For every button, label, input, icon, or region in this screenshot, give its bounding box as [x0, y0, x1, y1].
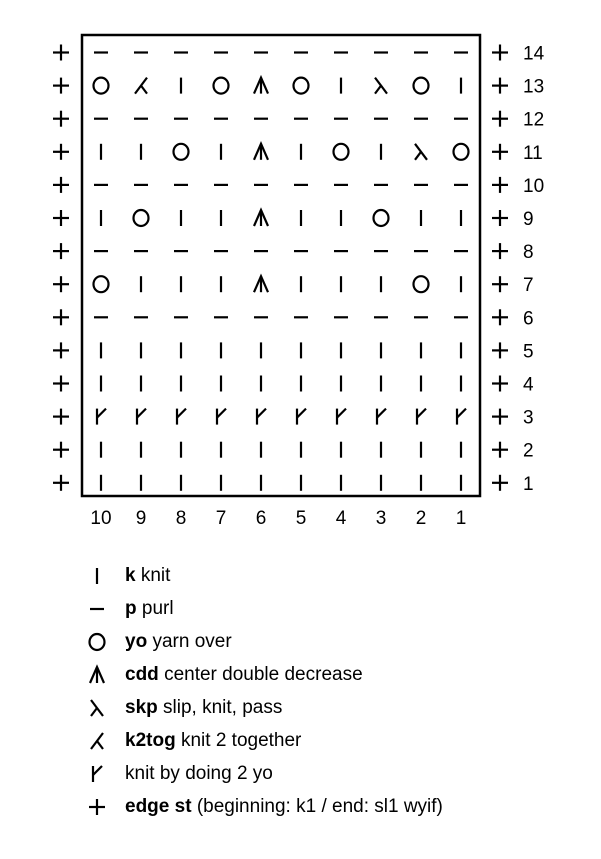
legend-symbol: [84, 729, 110, 753]
column-number: 6: [255, 508, 267, 529]
k2tog-symbol: [135, 78, 147, 94]
legend-symbol: [84, 564, 110, 588]
legend-item: [84, 793, 584, 826]
chart-row: [53, 375, 534, 396]
legend-symbol: [84, 696, 110, 720]
row-number: 2: [523, 440, 534, 462]
column-number: 10: [90, 508, 112, 529]
center-double-decrease-symbol: [254, 276, 268, 292]
center-double-decrease-symbol: [254, 144, 268, 160]
edge-st-left: [53, 442, 69, 458]
row-number: 7: [523, 275, 534, 297]
column-number: 4: [335, 508, 347, 529]
knit-2yo-symbol: [297, 409, 306, 425]
knit-2yo-symbol: [177, 409, 186, 425]
yarn-over-symbol: [94, 78, 109, 94]
edge-st-right: [492, 442, 508, 458]
row-number: 5: [523, 341, 534, 363]
row-number: 13: [523, 76, 545, 98]
legend-desc: (beginning: k1 / end: sl1 wyif): [196, 796, 443, 817]
row-number: 4: [523, 374, 534, 396]
yarn-over-symbol: [414, 276, 429, 292]
row-number: 1: [523, 473, 534, 495]
column-number: 5: [295, 508, 307, 529]
legend-abbr: yo: [125, 631, 148, 652]
edge-st-right: [492, 210, 508, 226]
chart-row: [53, 441, 534, 462]
legend-label: [125, 697, 282, 719]
legend-desc: center double decrease: [164, 664, 363, 685]
column-number: 7: [215, 508, 227, 529]
edge-st-left: [53, 409, 69, 425]
knit-2yo-symbol: [137, 409, 146, 425]
k2tog-symbol: [91, 733, 103, 749]
legend-item: [84, 595, 584, 628]
column-number: 1: [455, 508, 467, 529]
edge-st-left: [53, 376, 69, 392]
chart-row: [53, 275, 534, 296]
legend-abbr: p: [125, 598, 137, 619]
yarn-over-symbol: [214, 78, 229, 94]
edge-st-left: [53, 177, 69, 193]
chart-row: [53, 209, 534, 230]
legend-desc: knit by doing 2 yo: [125, 763, 273, 784]
chart-row: [53, 242, 534, 263]
edge-st-left: [53, 111, 69, 127]
legend-label: [125, 730, 301, 752]
yarn-over-symbol: [414, 78, 429, 94]
chart-row: [53, 143, 543, 164]
edge-stitch-symbol: [89, 799, 105, 815]
edge-st-right: [492, 376, 508, 392]
legend-abbr: edge st: [125, 796, 192, 817]
row-number: 8: [523, 242, 534, 264]
legend-item: [84, 661, 584, 694]
chart-row: [53, 341, 534, 362]
row-number: 11: [523, 142, 543, 164]
legend-item: [84, 727, 584, 760]
edge-st-right: [492, 409, 508, 425]
yarn-over-symbol: [174, 144, 189, 160]
edge-st-left: [53, 276, 69, 292]
edge-st-left: [53, 210, 69, 226]
chart-row: [53, 77, 544, 98]
legend-desc: knit 2 together: [180, 730, 302, 751]
chart-border: [82, 35, 480, 496]
yarn-over-symbol: [334, 144, 349, 160]
legend-desc: yarn over: [152, 631, 232, 652]
edge-st-right: [492, 342, 508, 358]
chart-row: [53, 408, 534, 429]
edge-st-right: [492, 111, 508, 127]
legend-desc: purl: [141, 598, 174, 619]
column-number: 3: [375, 508, 387, 529]
column-number: 9: [135, 508, 147, 529]
legend-abbr: skp: [125, 697, 158, 718]
edge-st-left: [53, 342, 69, 358]
legend-abbr: k2tog: [125, 730, 176, 751]
legend-item: [84, 694, 584, 727]
row-number: 10: [523, 175, 545, 197]
skp-symbol: [375, 78, 387, 94]
center-double-decrease-symbol: [254, 210, 268, 226]
legend-abbr: k: [125, 565, 136, 586]
yarn-over-symbol: [374, 210, 389, 226]
legend-desc: slip, knit, pass: [163, 697, 283, 718]
edge-st-left: [53, 45, 69, 61]
legend-symbol: [84, 762, 110, 786]
edge-st-right: [492, 78, 508, 94]
legend-label: [125, 664, 363, 686]
legend-symbol: [84, 630, 110, 654]
edge-st-left: [53, 475, 69, 491]
column-number: 2: [415, 508, 427, 529]
edge-st-left: [53, 243, 69, 259]
legend-label: [125, 565, 170, 587]
knit-2yo-symbol: [93, 766, 102, 782]
legend-symbol: [84, 663, 110, 687]
legend-item: [84, 562, 584, 595]
edge-st-left: [53, 144, 69, 160]
edge-st-right: [492, 475, 508, 491]
row-number: 12: [523, 109, 545, 131]
edge-st-right: [492, 243, 508, 259]
chart-row: [53, 474, 534, 495]
yarn-over-symbol: [94, 276, 109, 292]
legend-desc: knit: [140, 565, 171, 586]
chart-row: [53, 176, 544, 197]
edge-st-right: [492, 45, 508, 61]
edge-st-right: [492, 177, 508, 193]
edge-st-left: [53, 309, 69, 325]
knit-2yo-symbol: [417, 409, 426, 425]
legend-label: [125, 598, 174, 620]
legend-symbol: [84, 597, 110, 621]
legend-item: [84, 628, 584, 661]
chart-row: [53, 110, 544, 131]
knit-2yo-symbol: [377, 409, 386, 425]
edge-st-right: [492, 144, 508, 160]
yarn-over-symbol: [134, 210, 149, 226]
row-number: 9: [523, 209, 534, 230]
yarn-over-symbol: [454, 144, 469, 160]
chart-row: [53, 44, 545, 65]
row-number: 3: [523, 407, 534, 429]
legend-label: [125, 763, 273, 785]
knit-2yo-symbol: [337, 409, 346, 425]
skp-symbol: [415, 144, 427, 160]
legend-abbr: cdd: [125, 664, 159, 685]
column-number: 8: [175, 508, 187, 529]
chart-row: [53, 308, 534, 329]
knit-2yo-symbol: [217, 409, 226, 425]
row-number: 6: [523, 308, 534, 330]
yarn-over-symbol: [90, 634, 105, 650]
yarn-over-symbol: [294, 78, 309, 94]
knit-2yo-symbol: [97, 409, 106, 425]
skp-symbol: [91, 700, 103, 716]
center-double-decrease-symbol: [90, 667, 104, 683]
legend-label: [125, 796, 443, 818]
legend-label: [125, 631, 232, 653]
edge-st-right: [492, 309, 508, 325]
edge-st-right: [492, 276, 508, 292]
knit-2yo-symbol: [257, 409, 266, 425]
knit-2yo-symbol: [457, 409, 466, 425]
center-double-decrease-symbol: [254, 78, 268, 94]
legend-item: [84, 760, 584, 793]
row-number: 14: [523, 43, 545, 65]
edge-st-left: [53, 78, 69, 94]
legend-symbol: [84, 795, 110, 819]
